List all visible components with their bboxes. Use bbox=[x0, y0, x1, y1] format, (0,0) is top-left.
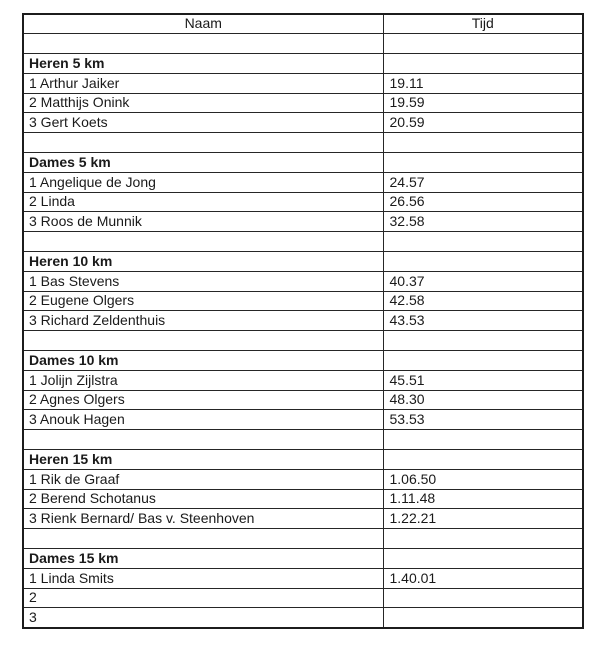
tijd-cell bbox=[383, 608, 583, 628]
tijd-cell bbox=[383, 331, 583, 351]
table-row bbox=[23, 549, 583, 569]
tijd-cell: 53.53 bbox=[383, 410, 583, 430]
table-row bbox=[23, 113, 583, 133]
table-row bbox=[23, 73, 583, 93]
naam-cell: 2 Matthijs Onink bbox=[23, 93, 383, 113]
tijd-cell bbox=[383, 549, 583, 569]
naam-cell: 3 bbox=[23, 608, 383, 628]
tijd-cell: 32.58 bbox=[383, 212, 583, 232]
naam-cell bbox=[23, 34, 383, 54]
naam-cell: Heren 5 km bbox=[23, 54, 383, 74]
tijd-cell: 19.11 bbox=[383, 73, 583, 93]
tijd-cell bbox=[383, 252, 583, 272]
table-row bbox=[23, 351, 583, 371]
tijd-cell bbox=[383, 232, 583, 252]
table-row bbox=[23, 271, 583, 291]
tijd-cell: 26.56 bbox=[383, 192, 583, 212]
naam-cell bbox=[23, 529, 383, 549]
table-row bbox=[23, 509, 583, 529]
tijd-cell: 48.30 bbox=[383, 390, 583, 410]
tijd-cell bbox=[383, 153, 583, 173]
tijd-cell: 19.59 bbox=[383, 93, 583, 113]
tijd-cell: 42.58 bbox=[383, 291, 583, 311]
race-results-table bbox=[22, 13, 584, 629]
column-header-tijd: Tijd bbox=[383, 14, 583, 34]
naam-cell: 2 Agnes Olgers bbox=[23, 390, 383, 410]
table-row bbox=[23, 93, 583, 113]
tijd-cell bbox=[383, 34, 583, 54]
naam-cell: Heren 10 km bbox=[23, 252, 383, 272]
naam-cell: 3 Anouk Hagen bbox=[23, 410, 383, 430]
table-row bbox=[23, 291, 583, 311]
tijd-cell: 24.57 bbox=[383, 172, 583, 192]
table-row bbox=[23, 588, 583, 608]
naam-cell: 2 Linda bbox=[23, 192, 383, 212]
table-row bbox=[23, 390, 583, 410]
tijd-cell: 1.22.21 bbox=[383, 509, 583, 529]
tijd-cell bbox=[383, 430, 583, 450]
tijd-cell: 45.51 bbox=[383, 370, 583, 390]
column-header-naam: Naam bbox=[23, 14, 383, 34]
tijd-cell bbox=[383, 450, 583, 470]
tijd-cell: 1.40.01 bbox=[383, 568, 583, 588]
table-row bbox=[23, 172, 583, 192]
naam-cell: 1 Jolijn Zijlstra bbox=[23, 370, 383, 390]
naam-cell: 3 Richard Zeldenthuis bbox=[23, 311, 383, 331]
naam-cell: Dames 15 km bbox=[23, 549, 383, 569]
table-row bbox=[23, 608, 583, 628]
naam-cell: 1 Angelique de Jong bbox=[23, 172, 383, 192]
table-row bbox=[23, 311, 583, 331]
tijd-cell: 20.59 bbox=[383, 113, 583, 133]
naam-cell: 2 Berend Schotanus bbox=[23, 489, 383, 509]
naam-cell bbox=[23, 232, 383, 252]
table-row bbox=[23, 133, 583, 153]
naam-cell: 3 Gert Koets bbox=[23, 113, 383, 133]
tijd-cell bbox=[383, 351, 583, 371]
table-row bbox=[23, 370, 583, 390]
table-row bbox=[23, 192, 583, 212]
table-row bbox=[23, 410, 583, 430]
naam-cell: 3 Rienk Bernard/ Bas v. Steenhoven bbox=[23, 509, 383, 529]
tijd-cell bbox=[383, 54, 583, 74]
tijd-cell bbox=[383, 588, 583, 608]
naam-cell: 1 Linda Smits bbox=[23, 568, 383, 588]
naam-cell: 2 bbox=[23, 588, 383, 608]
naam-cell bbox=[23, 133, 383, 153]
table-row bbox=[23, 450, 583, 470]
table-row bbox=[23, 489, 583, 509]
naam-cell bbox=[23, 430, 383, 450]
naam-cell: 1 Rik de Graaf bbox=[23, 469, 383, 489]
table-row bbox=[23, 430, 583, 450]
header-row bbox=[23, 14, 583, 34]
tijd-cell: 43.53 bbox=[383, 311, 583, 331]
table-row bbox=[23, 252, 583, 272]
naam-cell: Dames 10 km bbox=[23, 351, 383, 371]
table-row bbox=[23, 212, 583, 232]
tijd-cell bbox=[383, 133, 583, 153]
naam-cell: Dames 5 km bbox=[23, 153, 383, 173]
naam-cell: 1 Bas Stevens bbox=[23, 271, 383, 291]
tijd-cell bbox=[383, 529, 583, 549]
naam-cell: 1 Arthur Jaiker bbox=[23, 73, 383, 93]
naam-cell: Heren 15 km bbox=[23, 450, 383, 470]
table-row bbox=[23, 34, 583, 54]
naam-cell: 3 Roos de Munnik bbox=[23, 212, 383, 232]
table-body bbox=[23, 34, 583, 628]
table-row bbox=[23, 568, 583, 588]
table-row bbox=[23, 469, 583, 489]
tijd-cell: 1.11.48 bbox=[383, 489, 583, 509]
tijd-cell: 40.37 bbox=[383, 271, 583, 291]
tijd-cell: 1.06.50 bbox=[383, 469, 583, 489]
table-row bbox=[23, 153, 583, 173]
naam-cell: 2 Eugene Olgers bbox=[23, 291, 383, 311]
naam-cell bbox=[23, 331, 383, 351]
table-row bbox=[23, 529, 583, 549]
table-row bbox=[23, 331, 583, 351]
table-row bbox=[23, 232, 583, 252]
table-row bbox=[23, 54, 583, 74]
